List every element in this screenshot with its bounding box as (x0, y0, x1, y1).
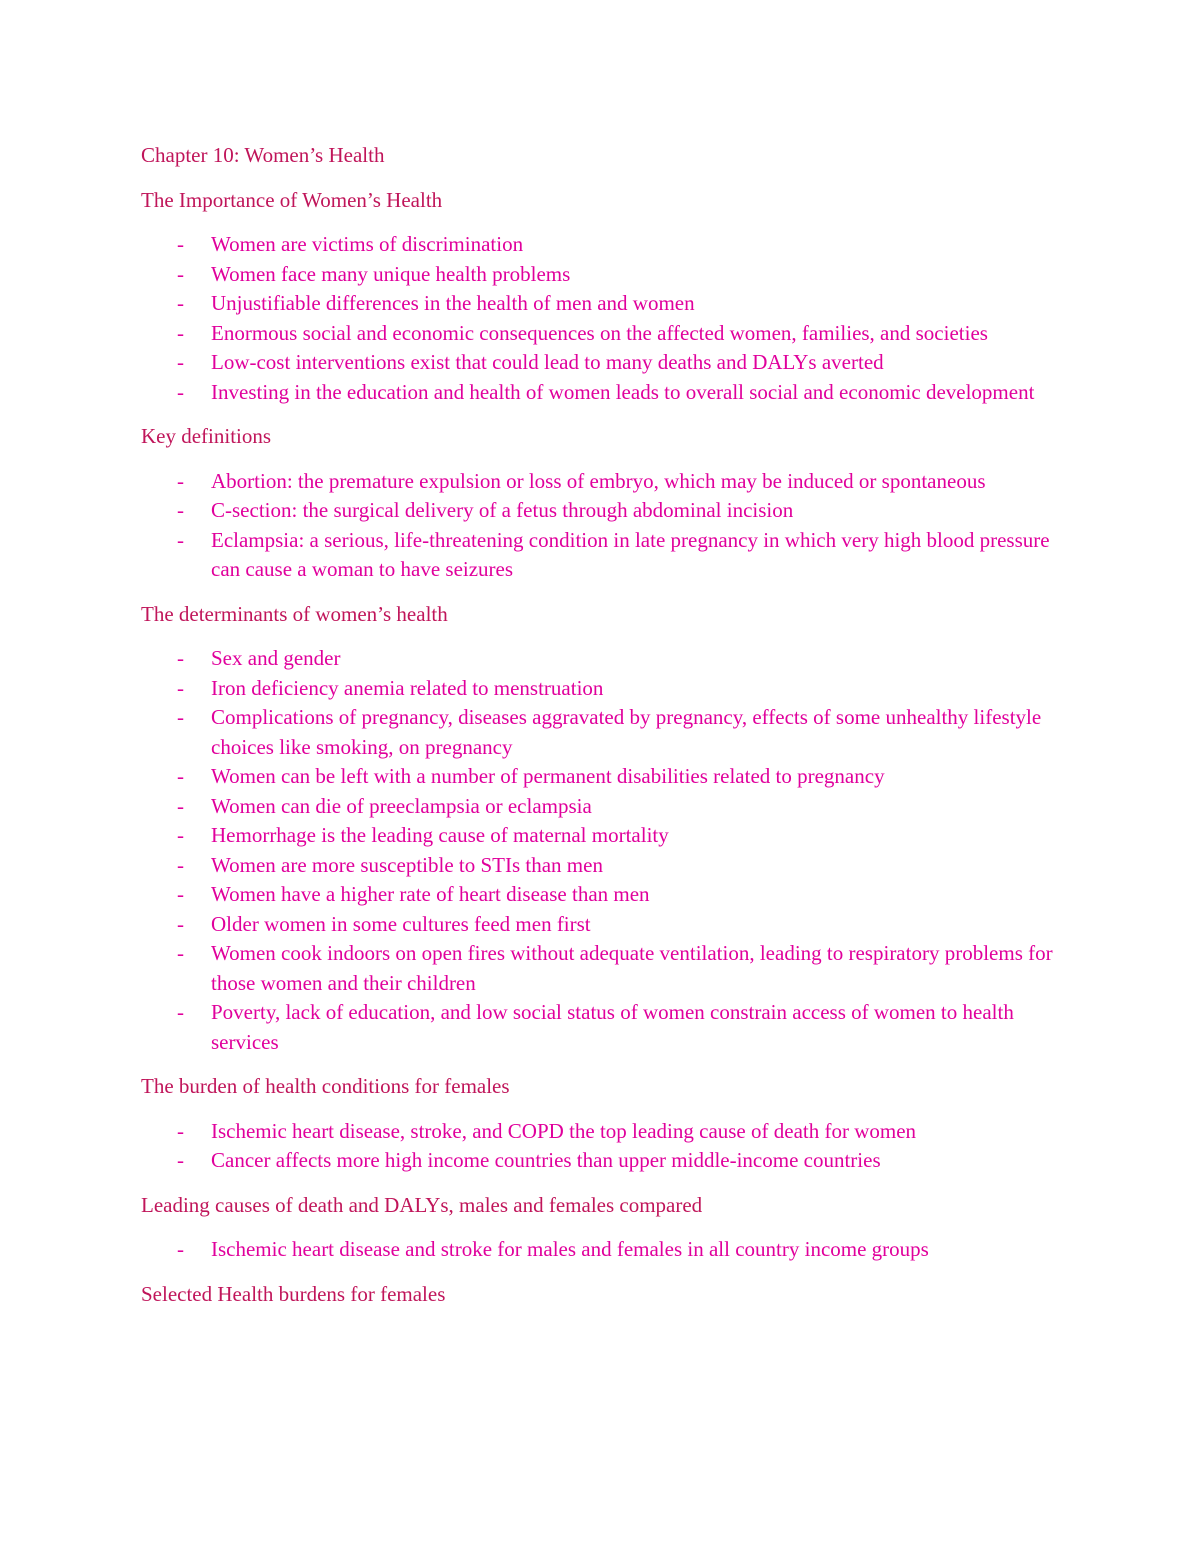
list-item (141, 319, 1071, 349)
list-item (141, 378, 1071, 408)
bullet-dash: - (177, 646, 184, 670)
bullet-list (141, 467, 1071, 585)
list-item-text: Older women in some cultures feed men first (211, 911, 591, 936)
bullet-dash: - (177, 1237, 184, 1261)
sections-container (141, 186, 1071, 1310)
bullet-dash: - (177, 1000, 184, 1024)
bullet-dash: - (177, 379, 184, 404)
list-item (141, 289, 1071, 319)
list-item-text: Cancer affects more high income countries than upper middle-income countries (211, 1148, 881, 1172)
bullet-dash: - (177, 527, 184, 552)
list-item (141, 910, 1071, 940)
bullet-list (141, 230, 1071, 407)
section-heading: The determinants of women’s health (141, 601, 448, 626)
bullet-dash: - (177, 350, 184, 374)
bullet-dash: - (177, 793, 184, 818)
list-item-text: Low-cost interventions exist that could lead to many deaths and DALYs averted (211, 350, 884, 374)
bullet-dash: - (177, 1148, 184, 1172)
list-item (141, 703, 1071, 762)
section-heading: The burden of health conditions for females (141, 1074, 510, 1098)
section-heading: Key definitions (141, 424, 272, 448)
list-item-text: Poverty, lack of education, and low social status of women constrain access of women to health services (211, 1000, 1014, 1054)
bullet-dash: - (177, 261, 184, 286)
list-item-text: Women cook indoors on open fires without adequate ventilation, leading to respiratory problems for those women and their children (211, 941, 1053, 995)
list-item (141, 1235, 1071, 1265)
list-item (141, 939, 1071, 998)
list-item-text: Women are victims of discrimination (211, 232, 524, 256)
list-item-text: C-section: the surgical delivery of a fetus through abdominal incision (211, 498, 794, 522)
list-item (141, 880, 1071, 910)
bullet-dash: - (177, 941, 184, 965)
list-item (141, 851, 1071, 881)
list-item-text: Eclampsia: a serious, life-threatening condition in late pregnancy in which very high blood pressure can cause a woman to have seizures (211, 527, 1050, 581)
document-body (141, 141, 1071, 1309)
bullet-dash: - (177, 320, 184, 345)
list-item (141, 674, 1071, 704)
bullet-list (141, 1235, 1071, 1265)
bullet-dash: - (177, 705, 184, 729)
list-item (141, 792, 1071, 822)
bullet-dash: - (177, 291, 184, 315)
bullet-dash: - (177, 764, 184, 788)
bullet-list (141, 1117, 1071, 1176)
bullet-dash: - (177, 498, 184, 522)
list-item-text: Women are more susceptible to STIs than men (211, 852, 603, 877)
bullet-dash: - (177, 232, 184, 256)
list-item (141, 467, 1071, 497)
bullet-dash: - (177, 911, 184, 936)
list-item (141, 348, 1071, 378)
list-item-text: Hemorrhage is the leading cause of maternal mortality (211, 823, 669, 847)
list-item (141, 526, 1071, 585)
list-item-text: Complications of pregnancy, diseases aggravated by pregnancy, effects of some unhealthy lifestyle choices like smoking, on pregnancy (211, 705, 1042, 759)
list-item-text: Sex and gender (211, 646, 341, 670)
list-item-text: Women have a higher rate of heart disease than men (211, 882, 650, 906)
bullet-dash: - (177, 852, 184, 877)
list-item (141, 496, 1071, 526)
bullet-list (141, 644, 1071, 1057)
bullet-dash: - (177, 1118, 184, 1143)
list-item (141, 762, 1071, 792)
section-heading: Leading causes of death and DALYs, males and females compared (141, 1192, 703, 1217)
list-item-text: Women can be left with a number of permanent disabilities related to pregnancy (211, 764, 885, 788)
bullet-dash: - (177, 468, 184, 493)
list-item-text: Iron deficiency anemia related to menstruation (211, 675, 604, 700)
list-item (141, 821, 1071, 851)
bullet-dash: - (177, 675, 184, 700)
document-title: Chapter 10: Women’s Health (141, 143, 385, 167)
section-heading: Selected Health burdens for females (141, 1281, 446, 1306)
list-item-text: Enormous social and economic consequences on the affected women, families, and societies (211, 320, 988, 345)
list-item-text: Investing in the education and health of women leads to overall social and economic development (211, 379, 1035, 404)
list-item-text: Unjustifiable differences in the health of men and women (211, 291, 695, 315)
list-item-text: Ischemic heart disease, stroke, and COPD the top leading cause of death for women (211, 1118, 917, 1143)
list-item (141, 1146, 1071, 1176)
bullet-dash: - (177, 823, 184, 847)
list-item-text: Women can die of preeclampsia or eclampsia (211, 793, 592, 818)
list-item-text: Ischemic heart disease and stroke for males and females in all country income groups (211, 1237, 929, 1261)
list-item (141, 1117, 1071, 1147)
section-heading: The Importance of Women’s Health (141, 187, 443, 212)
list-item-text: Women face many unique health problems (211, 261, 571, 286)
list-item (141, 230, 1071, 260)
list-item (141, 260, 1071, 290)
bullet-dash: - (177, 882, 184, 906)
list-item-text: Abortion: the premature expulsion or loss of embryo, which may be induced or spontaneous (211, 468, 986, 493)
list-item (141, 644, 1071, 674)
list-item (141, 998, 1071, 1057)
